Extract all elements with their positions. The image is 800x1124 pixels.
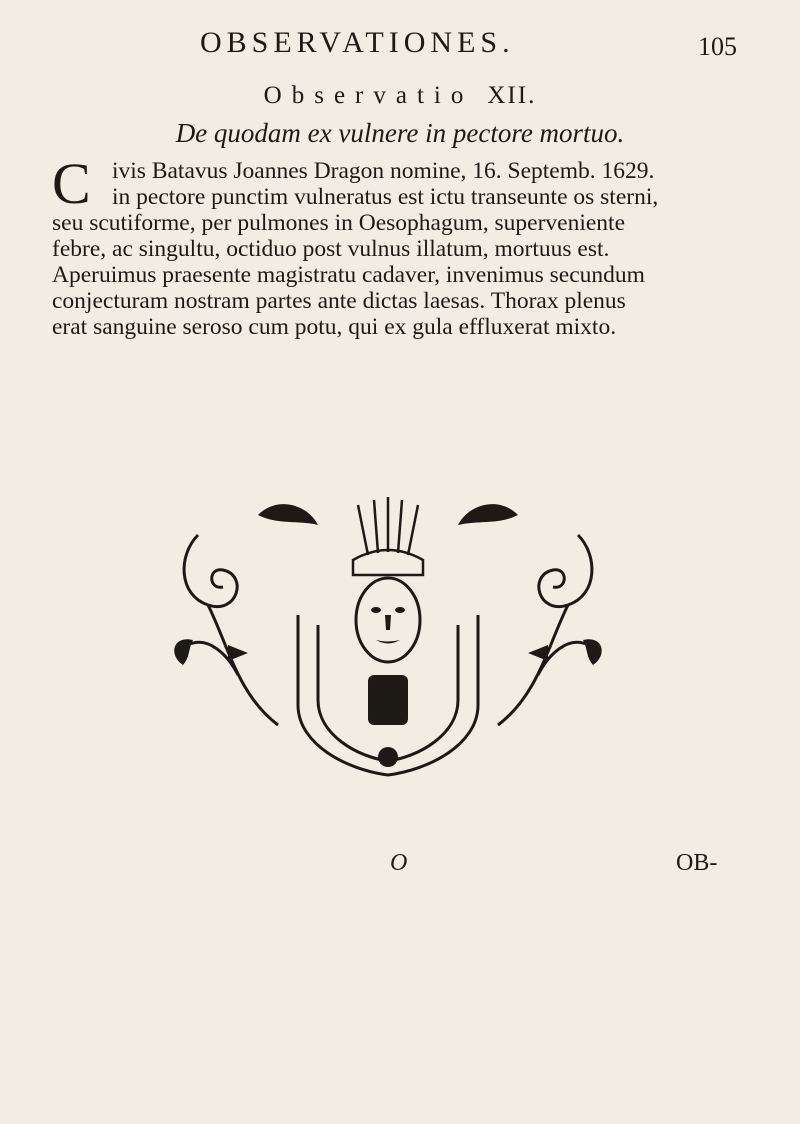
signature-mark: O [390, 850, 408, 876]
paragraph-line: in pectore punctim vulneratus est ictu transeunte os sterni, [112, 184, 659, 210]
tailpiece-ornament-icon [168, 495, 608, 785]
paragraph-line: febre, ac singultu, octiduo post vulnus illatum, mortuus est. [52, 236, 610, 262]
drop-cap: C [52, 151, 91, 216]
observation-subtitle: De quodam ex vulnere in pectore mortuo. [175, 118, 625, 148]
catchword: OB- [676, 850, 718, 876]
paragraph-line: conjecturam nostram partes ante dictas laesas. Thorax plenus [52, 288, 626, 314]
paragraph-line: erat sanguine seroso cum potu, qui ex gula effluxerat mixto. [52, 314, 617, 340]
page-number: 105 [698, 32, 737, 61]
running-head [0, 26, 800, 66]
observation-heading [0, 82, 800, 110]
paragraph [52, 158, 772, 340]
observation-number: XII. [487, 82, 537, 109]
running-title: OBSERVATIONES. [200, 26, 515, 59]
paragraph-line: seu scutiforme, per pulmones in Oesophagum, superveniente [52, 210, 625, 236]
paragraph-line: Aperuimus praesente magistratu cadaver, invenimus secundum [52, 262, 645, 288]
paragraph-line: ivis Batavus Joannes Dragon nomine, 16. Septemb. 1629. [112, 158, 655, 184]
observation-label: Observatio [263, 82, 474, 109]
